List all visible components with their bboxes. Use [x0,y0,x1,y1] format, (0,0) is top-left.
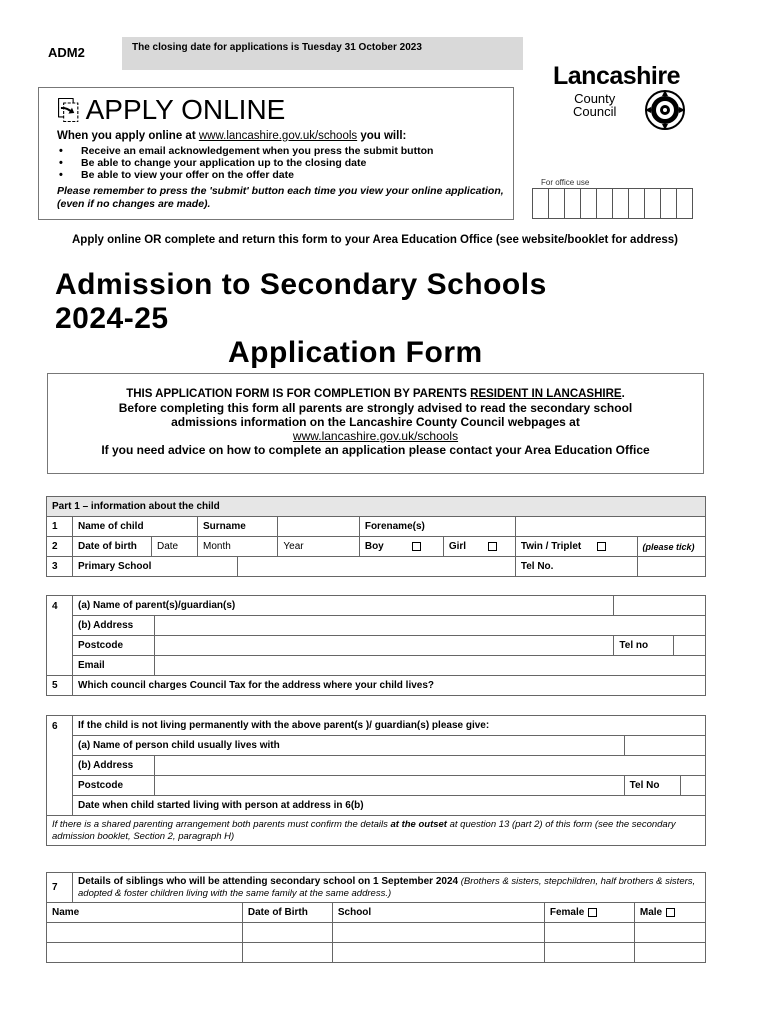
list-item: • Receive an email acknowledgement when you press the submit button [57,145,513,157]
apply-benefits-list [57,145,513,181]
name-column-header: Name [47,903,243,923]
office-box [564,188,581,219]
notice-line-1 [48,387,703,401]
tel-field[interactable] [674,636,706,656]
tel-label: Tel No [624,776,680,796]
male-label: Male [639,907,663,918]
sibling-female-field[interactable] [544,923,634,943]
title-line-1: Admission to Secondary Schools [55,268,547,301]
forename-field[interactable] [515,517,705,537]
row-number: 7 [47,873,73,903]
name-of-child-label: Name of child [73,517,198,537]
notice-text: THIS APPLICATION FORM IS FOR COMPLETION BY PARENTS [126,388,471,400]
office-use-label: For office use [541,178,590,187]
row-number: 3 [47,557,73,577]
notice-line-3: If you need advice on how to complete an application please contact your Area Education Office [101,443,650,457]
school-column-header: School [332,903,544,923]
page-title [55,268,547,336]
office-box [676,188,693,219]
return-instructions: Apply online OR complete and return this form to your Area Education Office (see website/booklet for address) [72,234,678,246]
checkbox-icon [666,908,675,917]
submit-reminder: Please remember to press the 'submit' button each time you view your online application, (even if no changes are made). [57,185,504,210]
tel-label: Tel no [614,636,674,656]
primary-tel-label: Tel No. [515,557,637,577]
address-field[interactable] [155,616,706,636]
office-box [596,188,613,219]
parent-name-label: (a) Name of parent(s)/guardian(s) [73,596,614,616]
address-label: (b) Address [73,756,155,776]
address-label: (b) Address [73,616,155,636]
sibling-name-field[interactable] [47,943,243,963]
lives-with-label: (a) Name of person child usually lives with [73,736,625,756]
form-code: ADM2 [48,45,85,60]
row-number: 1 [47,517,73,537]
logo-sub-county: County [574,91,616,106]
apply-online-box [38,87,514,220]
section6-table [46,715,706,846]
notice-box [47,373,704,474]
list-item: • Be able to change your application up to the closing date [57,157,513,169]
sibling-name-field[interactable] [47,923,243,943]
part1-header: Part 1 – information about the child [47,497,706,517]
primary-school-field[interactable] [238,557,516,577]
checkbox-icon [588,908,597,917]
row-number: 5 [47,676,73,696]
apply-intro-text: When you apply online at [57,130,199,142]
girl-option[interactable] [443,537,515,557]
office-use-boxes [532,188,692,219]
section6-question: If the child is not living permanently with the above parent(s )/ guardian(s) please give: [73,716,706,736]
office-box [612,188,629,219]
list-item: • Be able to view your offer on the offer date [57,169,513,181]
primary-tel-field[interactable] [637,557,706,577]
dob-date-field[interactable]: Date [152,537,198,557]
note-text-end: at question 13 (part 2) of this form (see the secondary admission booklet, Section 2, paragraph H) [52,818,676,842]
closing-date-banner: The closing date for applications is Tuesday 31 October 2023 [122,37,523,70]
surname-label: Surname [198,517,278,537]
row-number: 4 [47,596,73,676]
male-column-header [634,903,705,923]
schools-link[interactable]: www.lancashire.gov.uk/schools [198,130,358,142]
checkbox-icon[interactable] [597,542,606,551]
checkbox-icon[interactable] [412,542,421,551]
siblings-header [73,873,706,903]
please-tick-note: (please tick) [637,537,706,557]
office-box [580,188,597,219]
sibling-male-field[interactable] [634,943,705,963]
checkbox-icon[interactable] [488,542,497,551]
postcode-field[interactable] [155,776,625,796]
note-bold: at the outset [390,818,447,830]
page-subtitle: Application Form [228,336,483,369]
female-column-header [544,903,634,923]
email-field[interactable] [155,656,706,676]
office-box [660,188,677,219]
apply-online-title: ⎘ APPLY ONLINE [57,94,286,125]
row-number: 6 [47,716,73,816]
twin-label: Twin / Triplet [520,541,582,552]
row-number: 2 [47,537,73,557]
sibling-male-field[interactable] [634,923,705,943]
office-box [644,188,661,219]
notice-text-end: . [621,388,625,400]
rose-icon [641,88,689,132]
primary-school-label: Primary School [73,557,238,577]
email-label: Email [73,656,155,676]
council-tax-question[interactable]: Which council charges Council Tax for the address where your child lives? [73,676,706,696]
postcode-field[interactable] [155,636,614,656]
apply-intro-end: you will: [357,130,407,142]
apply-online-intro [57,130,513,142]
lives-with-field[interactable] [624,736,705,756]
part1-table [46,496,706,577]
sibling-dob-field[interactable] [242,943,332,963]
postcode-label: Postcode [73,636,155,656]
dob-label: Date of birth [73,537,152,557]
sibling-female-field[interactable] [544,943,634,963]
boy-label: Boy [364,541,384,552]
surname-field[interactable] [278,517,359,537]
logo-name: Lancashire [553,62,681,90]
dob-column-header: Date of Birth [242,903,332,923]
tel-field[interactable] [680,776,705,796]
parent-name-field[interactable] [614,596,706,616]
office-box [548,188,565,219]
title-line-2: 2024-25 [55,302,169,335]
sibling-school-field[interactable] [332,923,544,943]
logo-sub [573,92,616,118]
notice-underlined: RESIDENT IN LANCASHIRE [470,388,622,400]
boy-option[interactable] [359,537,443,557]
siblings-table [46,872,706,963]
postcode-label: Postcode [73,776,155,796]
office-box [532,188,549,219]
office-box [628,188,645,219]
dob-year-field[interactable]: Year [278,537,359,557]
address-field[interactable] [155,756,706,776]
shared-parenting-note [47,816,706,846]
siblings-title-note: (Brothers & sisters, stepchildren, half brothers & sisters, adopted & foster children living with the same family at the same address.) [78,875,696,899]
logo-sub-council: Council [573,104,617,119]
note-text: If there is a shared parenting arrangement both parents must confirm the details [52,818,391,830]
dob-month-field[interactable]: Month [198,537,278,557]
start-date-label[interactable]: Date when child started living with person at address in 6(b) [73,796,706,816]
female-label: Female [549,907,585,918]
notice-line-2: Before completing this form all parents are strongly advised to read the secondary school admissions information on the Lancashire County Council webpages at [118,401,633,429]
sibling-dob-field[interactable] [242,923,332,943]
twin-option[interactable] [515,537,637,557]
sibling-school-field[interactable] [332,943,544,963]
council-logo [553,62,713,132]
girl-label: Girl [448,541,467,552]
forename-label: Forename(s) [359,517,515,537]
siblings-title: Details of siblings who will be attending secondary school on 1 September 2024 [78,875,459,887]
section4-table [46,595,706,696]
notice-link[interactable]: www.lancashire.gov.uk/schools [292,429,459,443]
